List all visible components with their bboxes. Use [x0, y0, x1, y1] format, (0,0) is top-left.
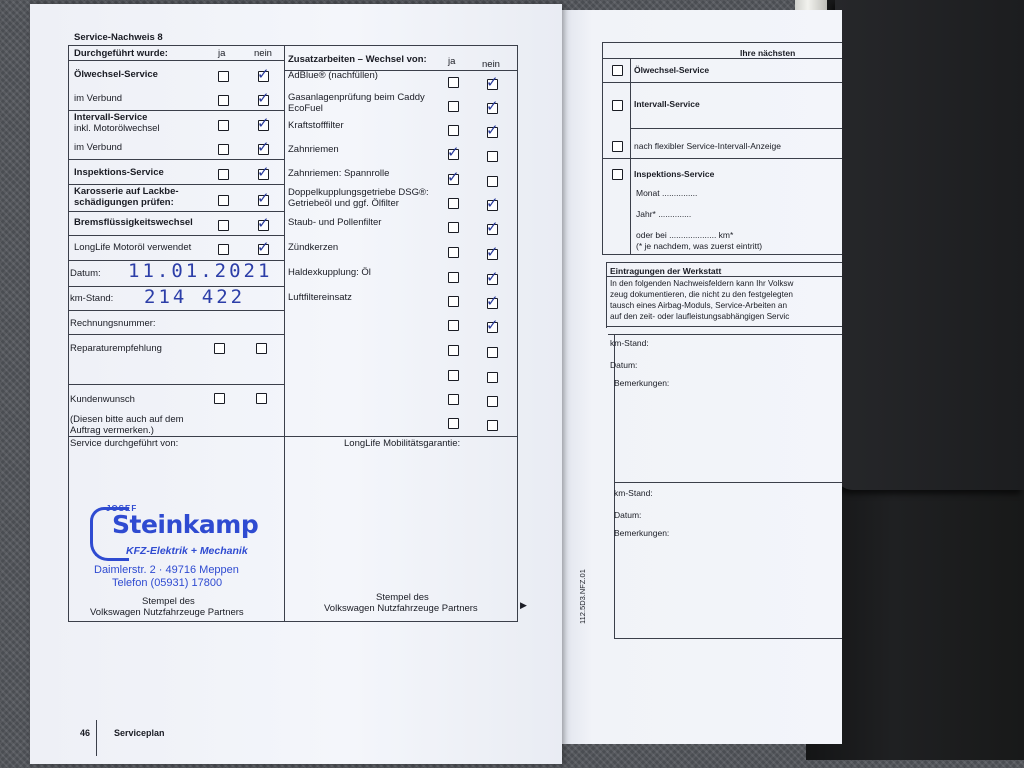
verbund2-nein-checkmark: ✓	[257, 138, 270, 156]
flex-label: nach flexibler Service-Intervall-Anzeige	[634, 141, 781, 151]
stamp-sub: KFZ-Elektrik + Mechanik	[126, 545, 248, 557]
gas-ja-checkbox[interactable]	[448, 101, 459, 112]
oder-field[interactable]: oder bei .................... km*	[636, 230, 734, 240]
reparatur-nein-checkbox[interactable]	[256, 343, 267, 354]
service-von-label: Service durchgeführt von:	[70, 438, 179, 449]
next-header: Ihre nächsten	[740, 48, 796, 58]
oel-nein-checkmark: ✓	[257, 65, 270, 83]
rechnung-label: Rechnungsnummer:	[70, 318, 156, 329]
zuendkerzen-ja-checkbox[interactable]	[448, 247, 459, 258]
kraftstoff-nein-checkmark: ✓	[486, 121, 499, 139]
blank3-ja-checkbox[interactable]	[448, 370, 459, 381]
reparatur-label: Reparaturempfehlung	[70, 343, 162, 354]
row-insp-label: Inspektions-Service	[74, 167, 164, 178]
stamp-phone: Telefon (05931) 17800	[112, 577, 223, 589]
zahnriemen-nein-checkbox[interactable]	[487, 151, 498, 162]
row-longlife-label: LongLife Motoröl verwendet	[74, 242, 192, 253]
luftfilter-ja-checkbox[interactable]	[448, 296, 459, 307]
kunden-note-1: (Diesen bitte auch auf dem	[70, 414, 184, 425]
jahr-field[interactable]: Jahr* ..............	[636, 209, 692, 219]
intervall-nein-checkmark: ✓	[257, 114, 270, 132]
row-karosserie-sub: schädigungen prüfen:	[74, 197, 174, 208]
gas-nein-checkmark: ✓	[486, 97, 499, 115]
reparatur-ja-checkbox[interactable]	[214, 343, 225, 354]
oel-checkbox[interactable]	[612, 65, 623, 76]
zuendkerzen-nein-checkmark: ✓	[486, 243, 499, 261]
left-col-title: Durchgeführt wurde:	[74, 48, 168, 59]
insp-checkbox[interactable]	[612, 169, 623, 180]
stempel2-line1: Stempel des	[376, 592, 429, 603]
row-luftfilter-label: Luftfiltereinsatz	[288, 292, 352, 303]
row-haldex-label: Haldexkupplung: Öl	[288, 267, 371, 278]
stempel1-line1: Stempel des	[142, 596, 195, 607]
datum-handwritten[interactable]: 11.01.2021	[128, 260, 273, 282]
verbund1-nein-checkmark: ✓	[257, 89, 270, 107]
page-header: Service-Nachweis 8	[74, 32, 163, 43]
oel-label: Ölwechsel-Service	[634, 65, 710, 75]
pollen-ja-checkbox[interactable]	[448, 222, 459, 233]
km-label: km-Stand:	[70, 293, 114, 304]
stamp-josef: JOSEF	[106, 504, 138, 513]
kraftstoff-ja-checkbox[interactable]	[448, 125, 459, 136]
brems-ja-checkbox[interactable]	[218, 220, 229, 231]
row-dsg-sub: Getriebeöl und ggf. Ölfilter	[288, 198, 399, 209]
dsg-ja-checkbox[interactable]	[448, 198, 459, 209]
bem-field-1[interactable]: Bemerkungen:	[614, 378, 670, 388]
leather-folder-flap	[835, 0, 1024, 490]
datum-field-1[interactable]: Datum:	[610, 360, 638, 370]
verbund2-ja-checkbox[interactable]	[218, 144, 229, 155]
eintrag-line-1: In den folgenden Nachweisfeldern kann Ihr Volksw	[610, 279, 794, 288]
row-gas-label: Gasanlagenprüfung beim Caddy	[288, 92, 425, 103]
row-dsg-label: Doppelkupplungsgetriebe DSG®:	[288, 187, 429, 198]
eintrag-line-3: tausch eines Airbag-Moduls, Service-Arbeiten an	[610, 301, 788, 310]
km-field-1[interactable]: km-Stand:	[610, 338, 649, 348]
luftfilter-nein-checkmark: ✓	[486, 292, 499, 310]
blank1-ja-checkbox[interactable]	[448, 320, 459, 331]
row-intervall-sub: inkl. Motorölwechsel	[74, 123, 160, 134]
datum-label: Datum:	[70, 268, 101, 279]
verbund1-ja-checkbox[interactable]	[218, 95, 229, 106]
blank1-nein-checkmark: ✓	[486, 316, 499, 334]
note: (* je nachdem, was zuerst eintritt)	[636, 241, 763, 251]
row-adblue-label: AdBlue® (nachfüllen)	[288, 70, 378, 81]
row-verbund1-label: im Verbund	[74, 93, 123, 104]
eintrag-line-4: auf den zeit- oder laufleistungsabhängigen Servic	[610, 312, 790, 321]
row-verbund2-label: im Verbund	[74, 142, 123, 153]
brems-nein-checkmark: ✓	[257, 214, 270, 232]
row-karosserie-label: Karosserie auf Lackbe-	[74, 186, 179, 197]
eintrag-title: Eintragungen der Werkstatt	[610, 266, 722, 276]
row-brems-label: Bremsflüssigkeitswechsel	[74, 217, 193, 228]
karosserie-ja-checkbox[interactable]	[218, 195, 229, 206]
bem-field-2[interactable]: Bemerkungen:	[614, 528, 670, 538]
spannrolle-nein-checkbox[interactable]	[487, 176, 498, 187]
right-page	[558, 10, 842, 744]
blank4-nein-checkbox[interactable]	[487, 396, 498, 407]
adblue-nein-checkmark: ✓	[486, 73, 499, 91]
blank2-ja-checkbox[interactable]	[448, 345, 459, 356]
insp-nein-checkmark: ✓	[257, 163, 270, 181]
oel-ja-checkbox[interactable]	[218, 71, 229, 82]
row-spannrolle-label: Zahnriemen: Spannrolle	[288, 168, 390, 179]
kunden-nein-checkbox[interactable]	[256, 393, 267, 404]
blank3-nein-checkbox[interactable]	[487, 372, 498, 383]
row-zuendkerzen-label: Zündkerzen	[288, 242, 339, 253]
right-nein-header: nein	[482, 59, 500, 70]
zahnriemen-ja-checkmark: ✓	[447, 143, 460, 161]
row-gas-sub: EcoFuel	[288, 103, 323, 114]
form-code: 112.5D3.NFZ.01	[578, 569, 587, 624]
longlife-garantie-label: LongLife Mobilitätsgarantie:	[344, 438, 461, 449]
row-pollen-label: Staub- und Pollenfilter	[288, 217, 382, 228]
longlife-nein-checkmark: ✓	[257, 238, 270, 256]
blank4-ja-checkbox[interactable]	[448, 394, 459, 405]
next-arrow-icon: ▶	[520, 600, 527, 610]
kunden-label: Kundenwunsch	[70, 394, 135, 405]
blank5-ja-checkbox[interactable]	[448, 418, 459, 429]
intervall-label: Intervall-Service	[634, 99, 700, 109]
km-field-2[interactable]: km-Stand:	[614, 488, 653, 498]
left-page	[30, 4, 587, 764]
row-kraftstoff-label: Kraftstofffilter	[288, 120, 344, 131]
stamp-address: Daimlerstr. 2 · 49716 Meppen	[94, 564, 239, 576]
blank2-nein-checkbox[interactable]	[487, 347, 498, 358]
row-zahnriemen-label: Zahnriemen	[288, 144, 339, 155]
stamp-name: Steinkamp	[112, 510, 259, 539]
flex-checkbox[interactable]	[612, 141, 623, 152]
right-ja-header: ja	[448, 56, 456, 67]
right-col-title: Zusatzarbeiten – Wechsel von:	[288, 54, 427, 65]
longlife-ja-checkbox[interactable]	[218, 244, 229, 255]
intervall-checkbox[interactable]	[612, 100, 623, 111]
pollen-nein-checkmark: ✓	[486, 218, 499, 236]
datum-field-2[interactable]: Datum:	[614, 510, 642, 520]
spannrolle-ja-checkmark: ✓	[447, 168, 460, 186]
row-oel-label: Ölwechsel-Service	[74, 69, 158, 80]
insp-ja-checkbox[interactable]	[218, 169, 229, 180]
karosserie-nein-checkmark: ✓	[257, 189, 270, 207]
kunden-ja-checkbox[interactable]	[214, 393, 225, 404]
stempel2-line2: Volkswagen Nutzfahrzeuge Partners	[324, 603, 478, 614]
haldex-ja-checkbox[interactable]	[448, 272, 459, 283]
footer-title: Serviceplan	[114, 728, 165, 738]
left-ja-header: ja	[218, 48, 226, 59]
blank5-nein-checkbox[interactable]	[487, 420, 498, 431]
stempel1-line2: Volkswagen Nutzfahrzeuge Partners	[90, 607, 244, 618]
intervall-ja-checkbox[interactable]	[218, 120, 229, 131]
eintrag-line-2: zeug dokumentieren, die nicht zu den festgelegten	[610, 290, 793, 299]
monat-field[interactable]: Monat ...............	[636, 188, 698, 198]
left-nein-header: nein	[254, 48, 272, 59]
dsg-nein-checkmark: ✓	[486, 194, 499, 212]
insp-label: Inspektions-Service	[634, 169, 715, 179]
km-handwritten[interactable]: 214 422	[144, 286, 246, 308]
row-intervall-label: Intervall-Service	[74, 112, 148, 123]
adblue-ja-checkbox[interactable]	[448, 77, 459, 88]
haldex-nein-checkmark: ✓	[486, 268, 499, 286]
kunden-note-2: Auftrag vermerken.)	[70, 425, 154, 436]
page-number: 46	[80, 728, 91, 738]
